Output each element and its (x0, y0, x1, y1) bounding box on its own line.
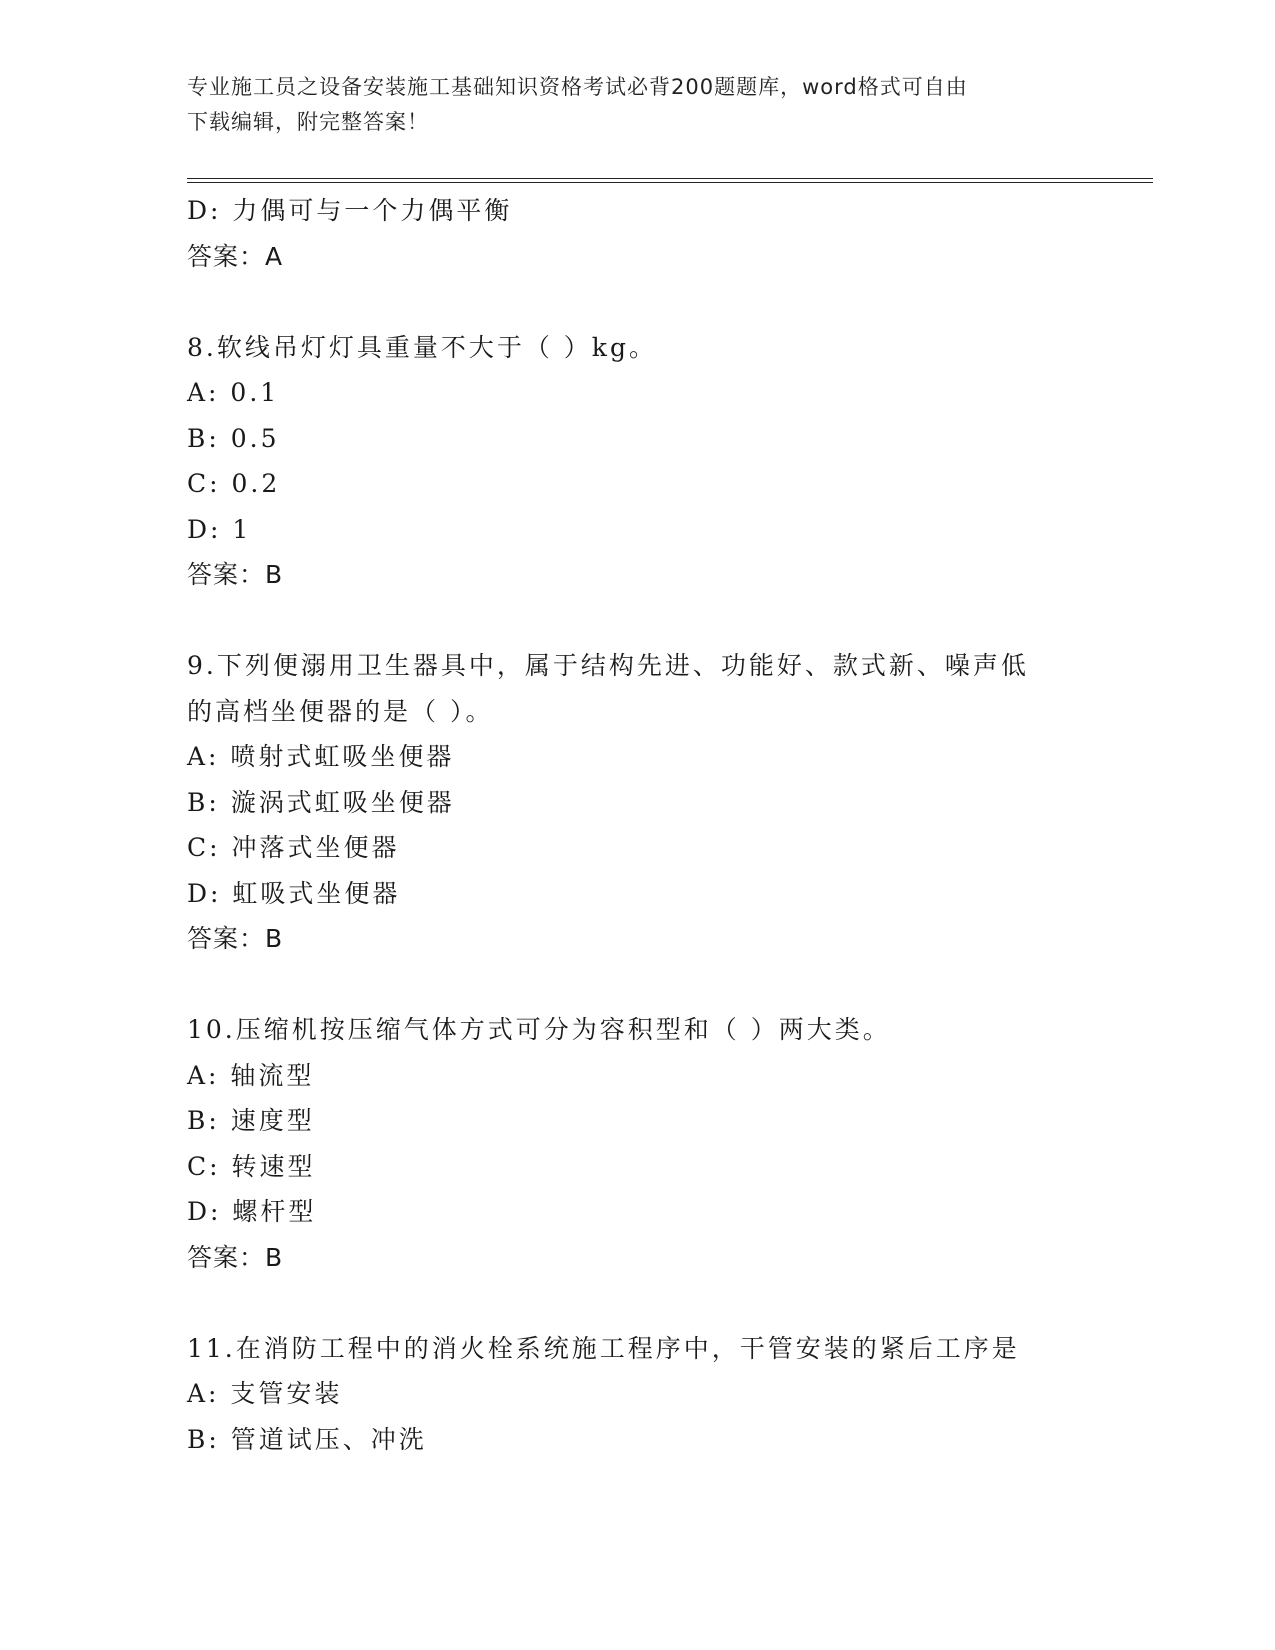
option-line: A: 轴流型 (187, 1060, 315, 1090)
option-line: C: 冲落式坐便器 (187, 833, 400, 862)
spacer (187, 598, 1077, 644)
answer-line: 答案：B (187, 924, 284, 953)
question-list (187, 188, 1077, 1462)
answer-line: 答案：B (187, 560, 284, 589)
question-stem-continued: 的高档坐便器的是（ ）。 (187, 696, 494, 726)
header-divider-top (187, 178, 1153, 179)
spacer (187, 279, 1077, 325)
spacer (187, 1280, 1077, 1326)
option-line: C: 转速型 (187, 1151, 316, 1181)
option-line: D: 虹吸式坐便器 (187, 878, 401, 908)
question-stem: 9.下列便溺用卫生器具中，属于结构先进、功能好、款式新、噪声低 (187, 651, 1029, 680)
option-line: B: 漩涡式虹吸坐便器 (187, 787, 455, 817)
option-line: A: 支管安装 (187, 1379, 343, 1408)
question-stem: 11.在消防工程中的消火栓系统施工程序中，干管安装的紧后工序是 (187, 1333, 1020, 1363)
document-header (187, 70, 1067, 140)
header-divider-bottom (187, 182, 1153, 183)
option-line: D: 力偶可与一个力偶平衡 (187, 196, 513, 225)
option-line: B: 0.5 (187, 423, 280, 453)
option-line: B: 管道试压、冲洗 (187, 1424, 427, 1454)
question-stem: 8.软线吊灯灯具重量不大于（ ）kg。 (187, 332, 657, 362)
header-line-1: 专业施工员之设备安装施工基础知识资格考试必背200题题库，word格式可自由 (187, 75, 968, 99)
answer-line: 答案：A (187, 241, 284, 271)
option-line: D: 1 (187, 514, 252, 544)
spacer (187, 962, 1077, 1008)
question-stem: 10.压缩机按压缩气体方式可分为容积型和（ ）两大类。 (187, 1015, 891, 1044)
option-line: D: 螺杆型 (187, 1197, 317, 1226)
answer-line: 答案：B (187, 1242, 284, 1272)
header-line-2: 下载编辑，附完整答案！ (187, 110, 429, 134)
option-line: B: 速度型 (187, 1106, 315, 1135)
option-line: C: 0.2 (187, 469, 281, 498)
option-line: A: 0.1 (187, 378, 280, 407)
option-line: A: 喷射式虹吸坐便器 (187, 742, 455, 771)
